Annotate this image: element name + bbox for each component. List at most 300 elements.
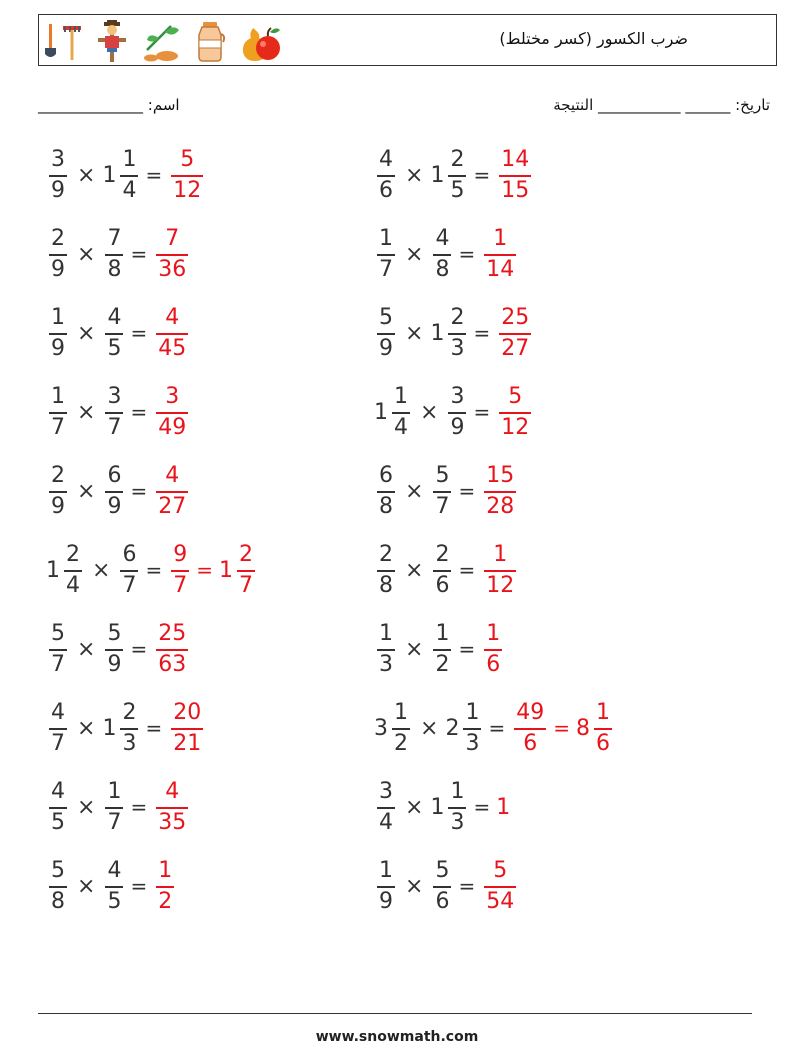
times-sign: × <box>77 241 96 267</box>
fraction <box>156 304 188 361</box>
denominator: 12 <box>173 177 202 203</box>
numerator: 3 <box>107 383 122 409</box>
numerator: 14 <box>501 146 530 172</box>
equals-sign: = <box>473 163 491 187</box>
times-sign: × <box>405 241 424 267</box>
problem-item <box>374 303 534 363</box>
answer <box>511 699 615 756</box>
denominator: 27 <box>501 335 530 361</box>
equals-sign: = <box>473 795 491 819</box>
problem-item <box>46 698 206 758</box>
numerator: 5 <box>493 857 508 883</box>
times-sign: × <box>405 557 424 583</box>
answer <box>153 225 191 282</box>
numerator: 1 <box>493 225 508 251</box>
numerator: 1 <box>394 383 408 409</box>
denominator: 6 <box>486 651 501 677</box>
fraction <box>484 541 516 598</box>
numerator: 2 <box>51 225 65 251</box>
denominator: 27 <box>158 493 187 519</box>
numerator: 1 <box>379 857 393 883</box>
fraction <box>49 620 67 677</box>
denominator: 12 <box>486 572 515 598</box>
denominator: 45 <box>158 335 187 361</box>
fraction <box>377 304 395 361</box>
scarecrow-icon <box>95 20 129 62</box>
numerator: 4 <box>107 857 122 883</box>
numerator: 1 <box>450 778 465 804</box>
operand <box>153 383 191 440</box>
numerator: 2 <box>66 541 80 567</box>
fraction <box>156 620 188 677</box>
fraction <box>171 699 203 756</box>
fraction <box>484 225 516 282</box>
problem-item <box>46 303 191 363</box>
operand <box>430 541 454 598</box>
problem-item <box>374 619 505 679</box>
denominator: 2 <box>158 888 173 914</box>
equals-sign: = <box>130 637 148 661</box>
problem-item <box>374 145 534 205</box>
problem-item <box>374 461 519 521</box>
denominator: 3 <box>122 730 137 756</box>
score-label: النتيجة <box>553 96 594 114</box>
equals-sign: = <box>488 716 506 740</box>
operand <box>430 857 454 914</box>
answer <box>168 146 206 203</box>
fraction <box>433 620 451 677</box>
operand <box>102 225 126 282</box>
answer <box>168 541 258 598</box>
numerator: 1 <box>493 541 508 567</box>
numerator: 1 <box>122 146 137 172</box>
answer <box>481 541 519 598</box>
fraction <box>49 225 67 282</box>
operand <box>46 857 70 914</box>
equals-sign: = <box>130 479 148 503</box>
operand <box>430 304 469 361</box>
operand <box>575 699 615 756</box>
denominator: 7 <box>51 730 65 756</box>
operand <box>481 225 519 282</box>
numerator: 2 <box>379 541 393 567</box>
fraction <box>156 857 174 914</box>
operand <box>46 146 70 203</box>
shovel-rake-icon <box>43 20 83 62</box>
equals-sign: = <box>145 558 163 582</box>
operand <box>168 146 206 203</box>
denominator: 7 <box>51 651 65 677</box>
operand <box>374 699 413 756</box>
name-blank: ______________ <box>38 96 143 114</box>
fraction <box>448 383 466 440</box>
problem-item <box>46 540 258 600</box>
fraction <box>377 225 395 282</box>
fraction <box>377 462 395 519</box>
denominator: 7 <box>107 414 122 440</box>
denominator: 7 <box>173 572 188 598</box>
numerator: 2 <box>435 541 450 567</box>
footer-divider <box>38 1013 752 1014</box>
times-sign: × <box>77 715 96 741</box>
answer <box>496 304 534 361</box>
denominator: 4 <box>122 177 137 203</box>
fraction <box>499 304 531 361</box>
numerator: 4 <box>379 146 393 172</box>
denominator: 12 <box>501 414 530 440</box>
numerator: 1 <box>595 699 610 725</box>
operand <box>168 699 206 756</box>
numerator: 6 <box>107 462 122 488</box>
numerator: 2 <box>51 462 65 488</box>
denominator: 54 <box>486 888 515 914</box>
problem-item <box>46 461 191 521</box>
whole-number: 1 <box>430 320 445 346</box>
denominator: 6 <box>435 572 450 598</box>
numerator: 4 <box>165 778 180 804</box>
fraction <box>156 778 188 835</box>
fraction <box>484 620 502 677</box>
denominator: 4 <box>379 809 393 835</box>
operand <box>102 699 141 756</box>
denominator: 9 <box>107 651 122 677</box>
fraction <box>105 225 123 282</box>
fraction <box>156 383 188 440</box>
fraction <box>105 778 123 835</box>
numerator: 1 <box>465 699 480 725</box>
operand <box>46 225 70 282</box>
answer <box>168 699 206 756</box>
milk-jug-icon <box>193 20 227 62</box>
equals-sign: = <box>458 242 476 266</box>
fraction <box>237 541 255 598</box>
numerator: 1 <box>379 225 393 251</box>
denominator: 2 <box>435 651 450 677</box>
operand <box>46 541 85 598</box>
whole-number: 2 <box>445 715 460 741</box>
numerator: 49 <box>516 699 545 725</box>
denominator: 5 <box>107 335 122 361</box>
equals-sign: = <box>458 637 476 661</box>
answer <box>153 383 191 440</box>
operand <box>374 462 398 519</box>
operand <box>430 778 469 835</box>
operand <box>374 146 398 203</box>
denominator: 6 <box>435 888 450 914</box>
numerator: 7 <box>107 225 122 251</box>
fraction <box>105 304 123 361</box>
operand <box>153 304 191 361</box>
operand <box>102 620 126 677</box>
fraction <box>156 462 188 519</box>
footer-url: www.snowmath.com <box>315 1029 479 1045</box>
operand <box>430 462 454 519</box>
denominator: 3 <box>450 335 465 361</box>
fraction <box>120 146 138 203</box>
operand <box>46 304 70 361</box>
operand <box>374 304 398 361</box>
equals-sign: = <box>458 558 476 582</box>
fraction <box>49 304 67 361</box>
fraction <box>433 462 451 519</box>
operand <box>153 225 191 282</box>
fraction <box>392 699 410 756</box>
equals-sign: = <box>473 321 491 345</box>
answer <box>481 225 519 282</box>
operand <box>374 857 398 914</box>
seedling-icon <box>141 20 181 62</box>
numerator: 25 <box>158 620 187 646</box>
numerator: 5 <box>51 857 65 883</box>
date-blank: ______ <box>685 96 731 114</box>
denominator: 7 <box>107 809 122 835</box>
fraction <box>392 383 410 440</box>
numerator: 4 <box>165 462 180 488</box>
equals-sign: = <box>196 558 213 582</box>
whole-number: 1 <box>430 794 445 820</box>
denominator: 9 <box>51 335 65 361</box>
answer <box>481 462 519 519</box>
numerator: 2 <box>450 146 465 172</box>
denominator: 7 <box>122 572 137 598</box>
denominator: 8 <box>51 888 65 914</box>
operand <box>46 778 70 835</box>
denominator: 3 <box>465 730 480 756</box>
times-sign: × <box>405 636 424 662</box>
problem-item <box>46 856 177 916</box>
fraction <box>484 462 516 519</box>
whole-number: 1 <box>374 399 388 425</box>
answer <box>496 146 534 203</box>
problem-item <box>46 619 191 679</box>
fraction <box>499 146 531 203</box>
fraction <box>49 857 67 914</box>
answer <box>153 620 191 677</box>
fruits-icon <box>239 20 283 62</box>
numerator: 5 <box>435 857 450 883</box>
operand <box>102 383 126 440</box>
operand <box>102 146 141 203</box>
score-blank: ___________ <box>598 96 681 114</box>
operand <box>102 304 126 361</box>
operand <box>496 795 510 820</box>
answer <box>153 778 191 835</box>
numerator: 4 <box>51 778 65 804</box>
denominator: 5 <box>107 888 122 914</box>
numerator: 2 <box>450 304 465 330</box>
denominator: 6 <box>523 730 538 756</box>
operand <box>496 146 534 203</box>
denominator: 6 <box>595 730 610 756</box>
operand <box>481 620 505 677</box>
numerator: 4 <box>107 304 122 330</box>
denominator: 7 <box>379 256 393 282</box>
fraction <box>448 304 466 361</box>
fraction <box>463 699 481 756</box>
numerator: 3 <box>379 778 393 804</box>
whole-answer: 1 <box>496 794 511 820</box>
equals-sign: = <box>473 400 491 424</box>
numerator: 6 <box>379 462 393 488</box>
times-sign: × <box>420 399 439 425</box>
fraction <box>120 541 138 598</box>
operand <box>102 778 126 835</box>
times-sign: × <box>77 873 96 899</box>
problem-item <box>374 856 519 916</box>
operand <box>481 857 519 914</box>
denominator: 63 <box>158 651 187 677</box>
numerator: 1 <box>486 620 501 646</box>
problem-item <box>46 382 191 442</box>
denominator: 36 <box>158 256 187 282</box>
operand <box>46 383 70 440</box>
operand <box>445 383 469 440</box>
numerator: 6 <box>122 541 137 567</box>
problem-item <box>46 145 206 205</box>
answer <box>153 462 191 519</box>
name-label: اسم: <box>147 96 180 114</box>
operand <box>374 383 413 440</box>
denominator: 6 <box>379 177 393 203</box>
denominator: 8 <box>379 493 393 519</box>
fraction <box>377 541 395 598</box>
problem-item <box>46 224 191 284</box>
denominator: 4 <box>66 572 80 598</box>
fraction <box>105 857 123 914</box>
operand <box>374 225 398 282</box>
times-sign: × <box>77 162 96 188</box>
whole-number: 3 <box>374 715 388 741</box>
equals-sign: = <box>130 400 148 424</box>
equals-sign: = <box>553 716 570 740</box>
operand <box>430 146 469 203</box>
equals-sign: = <box>130 795 148 819</box>
operand <box>374 620 398 677</box>
denominator: 9 <box>450 414 465 440</box>
problem-item <box>374 540 519 600</box>
date-label: تاريخ: <box>735 96 770 114</box>
denominator: 5 <box>450 177 465 203</box>
numerator: 5 <box>107 620 122 646</box>
operand <box>46 620 70 677</box>
fraction <box>171 146 203 203</box>
numerator: 2 <box>238 541 253 567</box>
denominator: 3 <box>379 651 393 677</box>
denominator: 21 <box>173 730 202 756</box>
problem-item <box>374 224 519 284</box>
operand <box>374 778 398 835</box>
fraction <box>433 225 451 282</box>
fraction <box>448 778 466 835</box>
numerator: 3 <box>450 383 465 409</box>
whole-number: 1 <box>102 715 117 741</box>
equals-sign: = <box>145 163 163 187</box>
fraction <box>105 620 123 677</box>
numerator: 3 <box>165 383 180 409</box>
operand <box>102 857 126 914</box>
answer <box>153 304 191 361</box>
denominator: 8 <box>107 256 122 282</box>
denominator: 4 <box>394 414 408 440</box>
fraction <box>49 462 67 519</box>
equals-sign: = <box>130 321 148 345</box>
denominator: 2 <box>394 730 408 756</box>
numerator: 3 <box>51 146 65 172</box>
denominator: 8 <box>379 572 393 598</box>
fraction <box>377 857 395 914</box>
operand <box>481 462 519 519</box>
fraction <box>433 541 451 598</box>
operand <box>481 541 519 598</box>
fraction <box>49 383 67 440</box>
times-sign: × <box>405 320 424 346</box>
numerator: 4 <box>165 304 180 330</box>
times-sign: × <box>77 636 96 662</box>
times-sign: × <box>405 873 424 899</box>
numerator: 25 <box>501 304 530 330</box>
operand <box>445 699 484 756</box>
denominator: 5 <box>51 809 65 835</box>
numerator: 1 <box>158 857 173 883</box>
equals-sign: = <box>130 242 148 266</box>
operand <box>511 699 549 756</box>
denominator: 8 <box>435 256 450 282</box>
numerator: 5 <box>508 383 523 409</box>
numerator: 5 <box>379 304 393 330</box>
worksheet-title: ضرب الكسور (كسر مختلط) <box>499 29 688 48</box>
operand <box>430 225 454 282</box>
equals-sign: = <box>458 479 476 503</box>
operand <box>496 383 534 440</box>
whole-number: 1 <box>430 162 445 188</box>
operand <box>102 462 126 519</box>
numerator: 2 <box>122 699 137 725</box>
times-sign: × <box>405 162 424 188</box>
whole-number: 1 <box>218 557 233 583</box>
operand <box>218 541 258 598</box>
fraction <box>377 146 395 203</box>
operand <box>430 620 454 677</box>
numerator: 1 <box>394 699 408 725</box>
times-sign: × <box>92 557 111 583</box>
operand <box>153 778 191 835</box>
name-row <box>38 96 180 114</box>
answer <box>496 795 510 820</box>
problem-item <box>46 777 191 837</box>
operand <box>374 541 398 598</box>
whole-number: 1 <box>46 557 60 583</box>
numerator: 4 <box>51 699 65 725</box>
numerator: 7 <box>165 225 180 251</box>
numerator: 15 <box>486 462 515 488</box>
denominator: 7 <box>51 414 65 440</box>
fraction <box>105 462 123 519</box>
fraction <box>156 225 188 282</box>
answer <box>496 383 534 440</box>
numerator: 4 <box>435 225 450 251</box>
equals-sign: = <box>130 874 148 898</box>
fraction <box>105 383 123 440</box>
times-sign: × <box>405 478 424 504</box>
whole-number: 8 <box>575 715 590 741</box>
fraction <box>499 383 531 440</box>
denominator: 9 <box>379 888 393 914</box>
equals-sign: = <box>458 874 476 898</box>
denominator: 9 <box>51 256 65 282</box>
operand <box>153 620 191 677</box>
denominator: 9 <box>379 335 393 361</box>
numerator: 9 <box>173 541 188 567</box>
